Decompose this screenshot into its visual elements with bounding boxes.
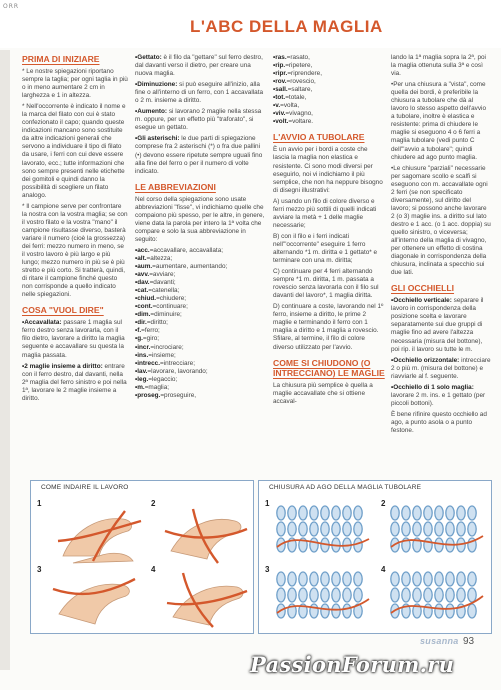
- paragraph: B) con il filo e i ferri indicati nell'"occorrente" eseguire 1 ferro alternando *1 m. diritta e 1 gettato* e terminare con una m. diritta;: [273, 232, 378, 265]
- abbreviation-meaning: =avviare;: [149, 271, 176, 279]
- paragraph: * Le nostre spiegazioni riportano sempre la taglia; per ogni taglia in più o in meno aumentare 2 cm in larghezza e 1 in altezza.: [22, 68, 128, 100]
- term: •2 maglie insieme a diritto:: [22, 362, 103, 370]
- stitch-loop: [288, 522, 296, 536]
- abbreviation-meaning: =riprendere,: [287, 70, 322, 78]
- step-number: 4: [381, 565, 386, 574]
- hand-illustration: [165, 509, 247, 563]
- abbreviation-meaning: =insieme;: [148, 351, 176, 359]
- abbreviation-item: [135, 279, 267, 287]
- stitch-loop: [299, 588, 307, 602]
- abbreviation-term: •intrecc.: [135, 359, 160, 367]
- term: •Aumento:: [135, 108, 168, 116]
- definition-text: lavorare 2 m. ins. e 1 gettato (per piccoli bottoni).: [391, 391, 486, 407]
- paragraph: D) continuare a coste, lavorando nel 1º ferro, insieme a diritto, le prime 2 maglie e terminando il ferro con 1 maglia a diritto e 1 maglia a rovescio. Sfilare, al termine, il filo di colore diverso utilizzato per l'avvio.: [273, 303, 384, 351]
- stitch-loop: [310, 506, 318, 520]
- stitch-loop: [435, 572, 443, 586]
- term: •Accavallata:: [22, 319, 62, 327]
- stitch-panel: [391, 506, 483, 552]
- stitch-loop: [321, 506, 329, 520]
- column-4: [391, 54, 491, 438]
- abbreviation-item: [135, 319, 267, 327]
- step-number: 3: [37, 565, 42, 574]
- term: •Diminuzione:: [135, 81, 178, 89]
- definition-text: si lavorano 2 maglie nella stessa m. oppure, per un effetto più "traforato", si esegue un gettato.: [135, 108, 262, 132]
- stitch-loop: [413, 572, 421, 586]
- definition-asterischi: [135, 135, 267, 175]
- stitch-loop: [310, 604, 318, 618]
- stitch-loop: [435, 522, 443, 536]
- abbreviation-meaning: =totale,: [285, 94, 307, 102]
- page-title: L'ABC DELLA MAGLIA: [190, 17, 383, 36]
- abbreviation-item: [273, 110, 385, 118]
- abbreviation-term: •ras.: [273, 54, 287, 61]
- definition-gettato: [135, 54, 267, 78]
- abbreviation-item: [135, 271, 267, 279]
- abbreviation-meaning: =volta,: [280, 102, 300, 110]
- paragraph: lando la 1ª maglia sopra la 2ª, poi la maglia ottenuta sulla 3ª e così via.: [391, 54, 486, 78]
- step-number: 2: [151, 499, 156, 508]
- step-number: 2: [381, 499, 386, 508]
- abbreviation-term: •aum.: [135, 263, 153, 271]
- stitch-loop: [288, 506, 296, 520]
- stitch-loop: [457, 572, 465, 586]
- stitch-loop: [413, 588, 421, 602]
- abbreviation-meaning: =accavallare, accavallata;: [149, 246, 224, 254]
- definition-text: separare il lavoro in corrispondenza della posizione scelta e lavorare separatamente sui due gruppi di maglie fino ad avere l'altezza necessaria (misura del bottone), poi rip. il lavoro su tutte le m.: [391, 297, 484, 353]
- abbreviation-term: •proseg.: [135, 391, 161, 399]
- stitch-loop: [457, 588, 465, 602]
- definition-occhiello-orizzontale: [391, 357, 491, 381]
- stitch-loop: [343, 522, 351, 536]
- stitch-loop: [402, 506, 410, 520]
- abbreviation-meaning: =aumentare, aumentando;: [152, 263, 228, 271]
- stitch-loop: [435, 506, 443, 520]
- abbreviation-meaning: =legaccio;: [148, 375, 178, 383]
- column-2: [135, 54, 267, 400]
- term: •Occhiello verticale:: [391, 297, 452, 305]
- column-3: [273, 54, 385, 409]
- stitch-loop: [446, 604, 454, 618]
- abbreviation-meaning: =ripetere,: [285, 62, 313, 70]
- abbreviation-item: [135, 376, 267, 384]
- stitch-loop: [402, 522, 410, 536]
- stitch-loop: [354, 522, 362, 536]
- abbreviation-item: [135, 327, 267, 335]
- term: •Occhiello orizzontale:: [391, 356, 460, 364]
- abbreviation-term: •v.: [273, 102, 281, 110]
- hand-illustration: [167, 573, 247, 627]
- paragraph: A) usando un filo di colore diverso e ferri mezzo più sottili di quelli indicati avviare la metà + 1 delle maglie necessarie;: [273, 197, 377, 229]
- diagram-title: COME INDAIRE IL LAVORO: [41, 484, 129, 491]
- paragraph: Nel corso della spiegazione sono usate abbreviazioni "fisse", vi indichiamo quelle che compaiono più spesso, per le altre, in genere, viene data la parola per intero la 1ª volta che compare e solo la sua abbreviazione in seguito:: [135, 195, 265, 243]
- stitch-loop: [446, 572, 454, 586]
- abbreviation-term: •tot.: [273, 94, 286, 102]
- abbreviation-term: •leg.: [135, 375, 149, 383]
- paragraph: La chiusura più semplice è quella a maglie accavallate che si ottiene accaval-: [273, 381, 373, 405]
- corner-mark: ORR: [3, 3, 20, 10]
- abbreviation-meaning: =incrociare;: [150, 343, 184, 351]
- stitch-loop: [343, 604, 351, 618]
- definition-text: le due parti di spiegazione comprese fra 2 asterischi (*) o fra due pallini (•) devono essere ripetute sempre uguali fino alla fine del ferro o per il numero di volte indicato.: [135, 135, 263, 175]
- step-number: 4: [151, 565, 156, 574]
- stitch-loop: [391, 588, 399, 602]
- abbreviation-term: •acc.: [135, 246, 150, 254]
- definition-text: si può eseguire all'inizio, alla fine o all'interno di un ferro, con 1 accavallata o 2 m. insieme a diritto.: [135, 81, 264, 105]
- heading-prima-di-iniziare: PRIMA DI INIZIARE: [22, 54, 100, 64]
- abbreviation-meaning: =diminuire;: [150, 311, 182, 319]
- abbreviation-meaning: =davanti;: [149, 279, 176, 287]
- definition-aumento: [135, 108, 267, 132]
- heading-abbreviazioni: LE ABBREVIAZIONI: [135, 181, 216, 192]
- step-number: 1: [37, 499, 42, 508]
- stitch-loop: [424, 522, 432, 536]
- diagram-box-tubular-closing: [258, 480, 492, 634]
- stitch-loop: [391, 522, 399, 536]
- abbreviation-item: [135, 263, 267, 271]
- definition-diminuzione: [135, 81, 267, 105]
- abbreviation-meaning: =vivagno,: [285, 110, 313, 118]
- abbreviation-item: [273, 86, 385, 94]
- stitch-loop: [310, 522, 318, 536]
- abbreviation-item: [135, 335, 267, 343]
- definition-text: entrare con il ferro destro, dal davanti, nella 2ª maglia del ferro sinistro e poi nella 1ª, lavorare le 2 maglie insieme a diritto.: [22, 362, 127, 402]
- abbreviation-term: •alt.: [135, 254, 147, 262]
- abbreviation-meaning: =saltare,: [287, 86, 313, 94]
- abbreviation-term: •viv.: [273, 110, 286, 118]
- stitch-loop: [354, 506, 362, 520]
- stitch-loop: [413, 506, 421, 520]
- heading-come-si-chiudono: COME SI CHIUDONO (O INTRECCIANO) LE MAGLIE: [273, 357, 385, 378]
- stitch-loop: [424, 588, 432, 602]
- abbreviation-item: [273, 102, 385, 110]
- abbreviation-term: •sall.: [273, 86, 288, 94]
- stitch-loop: [332, 604, 340, 618]
- paragraph: •Le chiusure "parziali" necessarie per sagomare scollo e scalfi si eseguono con m. accavallate ogni 2 ferri (se non specificato diversamente), sul diritto del lavoro; si possono anche lavorare 2 (o 3) maglie ins. a diritto sul lato destro e 1 acc. (o 1 acc. doppia) su quello sinistro, o viceversa; all'interno della maglia di vivagno, per ottenere un effetto di costina diagonale in corrispondenza della chiusura, inclinata a specchio sui due lati.: [391, 164, 491, 277]
- stitch-loop: [310, 588, 318, 602]
- abbreviation-term: •avv.: [135, 271, 150, 279]
- definition-text: è il filo da "gettare" sul ferro destro, dal davanti verso il dietro, per creare una nuova maglia.: [135, 54, 263, 78]
- diagrams: [30, 480, 490, 640]
- paragraph: È un avvio per i bordi a coste che lascia la maglia non elastica e resistente. Ci sono modi diversi per eseguirlo, noi vi indichiamo il più semplice, che non ha neppure bisogno di disegni illustrativi:: [273, 146, 383, 194]
- abbreviation-term: •ripr.: [273, 70, 288, 78]
- abbreviation-term: •ins.: [135, 351, 149, 359]
- stitch-loop: [468, 522, 476, 536]
- abbreviation-meaning: =rasato,: [286, 54, 310, 61]
- definition-2-maglie-insieme: [22, 363, 128, 403]
- term: •Gettato:: [135, 54, 162, 61]
- abbreviation-term: •volt.: [273, 118, 289, 126]
- stitch-loop: [332, 588, 340, 602]
- abbreviation-term: •g.: [135, 335, 143, 343]
- abbreviation-item: [135, 255, 267, 263]
- stitch-loop: [321, 522, 329, 536]
- abbreviation-item: [135, 368, 267, 376]
- abbreviation-term: •dir.: [135, 319, 147, 327]
- abbreviation-item: [135, 295, 267, 303]
- stitch-loop: [402, 588, 410, 602]
- stitch-loop: [468, 506, 476, 520]
- abbreviation-item: [273, 70, 385, 78]
- abbreviation-item: [135, 360, 267, 368]
- abbreviation-meaning: =proseguire,: [160, 391, 197, 399]
- stitch-loop: [457, 506, 465, 520]
- heading-occhielli: GLI OCCHIELLI: [391, 283, 455, 294]
- abbreviation-list: [273, 54, 385, 126]
- definition-accavallata: [22, 319, 128, 359]
- abbreviation-term: •rov.: [273, 78, 287, 86]
- abbreviation-meaning: =maglia;: [144, 383, 170, 391]
- abbreviation-item: [273, 94, 385, 102]
- abbreviation-meaning: =chiudere;: [156, 295, 187, 303]
- abbreviation-term: •lav.: [135, 367, 148, 375]
- abbreviation-item: [135, 303, 267, 311]
- abbreviation-term: •chiud.: [135, 295, 157, 303]
- abbreviation-list: [135, 247, 267, 400]
- stitch-loop: [321, 572, 329, 586]
- hand-illustration: [53, 579, 135, 624]
- abbreviation-term: •dim.: [135, 311, 151, 319]
- stitch-loop: [424, 572, 432, 586]
- abbreviation-item: [135, 384, 267, 392]
- abbreviation-item: [135, 311, 267, 319]
- stitch-loop: [277, 572, 285, 586]
- abbreviation-item: [273, 78, 385, 86]
- diagram-box-hands: [30, 480, 254, 634]
- definition-occhiello-verticale: [391, 297, 491, 353]
- abbreviation-item: [273, 62, 385, 70]
- abbreviation-term: •cat.: [135, 287, 149, 295]
- abbreviation-item: [135, 247, 267, 255]
- abbreviation-meaning: =continuare;: [152, 303, 188, 311]
- stitch-loop: [299, 522, 307, 536]
- stitch-loop: [468, 588, 476, 602]
- abbreviation-item: [135, 344, 267, 352]
- stitch-loop: [310, 538, 318, 552]
- abbreviation-meaning: =altezza;: [146, 254, 173, 262]
- abbreviation-meaning: =voltare.: [288, 118, 314, 126]
- abbreviation-meaning: =ferro;: [141, 327, 160, 335]
- step-number: 3: [265, 565, 270, 574]
- abbreviation-term: •rip.: [273, 62, 286, 70]
- stitch-loop: [446, 588, 454, 602]
- stitch-loop: [343, 572, 351, 586]
- abbreviation-meaning: =giro;: [142, 335, 160, 343]
- stitch-loop: [332, 506, 340, 520]
- stitch-loop: [468, 604, 476, 618]
- page-number: 93: [463, 636, 475, 647]
- stitch-panel: [277, 506, 369, 552]
- abbreviation-item: [135, 287, 267, 295]
- stitch-loop: [299, 572, 307, 586]
- stitch-loop: [424, 506, 432, 520]
- stitch-loop: [435, 604, 443, 618]
- stitch-loop: [413, 522, 421, 536]
- binding-gutter: [0, 50, 10, 670]
- abbreviation-item: [273, 118, 385, 126]
- magazine-brand: susanna: [420, 636, 459, 646]
- stitch-loop: [424, 538, 432, 552]
- definition-text: passare 1 maglia sul ferro destro senza lavorarla, con il filo dietro, lavorare a diritto la maglia seguente e accavallare su questa la maglia passata.: [22, 319, 125, 359]
- stitch-loop: [277, 522, 285, 536]
- stitch-loop: [321, 604, 329, 618]
- step-number: 1: [265, 499, 270, 508]
- abbreviation-term: •m.: [135, 383, 145, 391]
- paragraph: C) continuare per 4 ferri alternando sempre *1 m. diritta, 1 m. passata a rovescio senza lavorarla con il filo sul davanti del lavoro*, 1 maglia diritta.: [273, 268, 379, 300]
- stitch-loop: [446, 506, 454, 520]
- stitch-loop: [288, 588, 296, 602]
- abbreviation-meaning: =catenella;: [148, 287, 180, 295]
- abbreviation-item: [135, 352, 267, 360]
- stitch-panel: [277, 572, 369, 618]
- stitch-loop: [343, 588, 351, 602]
- abbreviation-meaning: =lavorare, lavorando;: [147, 367, 208, 375]
- stitch-loop: [277, 506, 285, 520]
- stitch-illustrations: [259, 481, 491, 633]
- abbreviation-meaning: =diritto;: [146, 319, 168, 327]
- term: •Gli asterischi:: [135, 135, 180, 143]
- stitch-loop: [457, 522, 465, 536]
- paragraph: •Per una chiusura a "vista", come quella dei bordi, è preferibile la chiusura a tubolare che dà al lavoro lo stesso aspetto dell'avvio a tubolare, inoltre è elastica e resistente: prima di chiudere le maglie si eseguono 4 o 6 ferri a maglia tubolare (vedi punto C dell'"avvio a tubolare"; quindi chiudere ad ago punto maglia.: [391, 81, 487, 161]
- abbreviation-term: •f.: [135, 327, 142, 335]
- heading-cosa-vuol-dire: COSA "VUOL DIRE": [22, 305, 104, 316]
- abbreviation-item: [135, 392, 267, 400]
- hand-illustrations: [31, 481, 253, 633]
- term: •Occhiello di 1 solo maglia:: [391, 383, 474, 391]
- stitch-loop: [354, 588, 362, 602]
- stitch-loop: [299, 506, 307, 520]
- abbreviation-term: •dav.: [135, 279, 150, 287]
- stitch-loop: [343, 506, 351, 520]
- stitch-loop: [446, 522, 454, 536]
- stitch-loop: [332, 572, 340, 586]
- stitch-loop: [321, 588, 329, 602]
- stitch-loop: [468, 572, 476, 586]
- abbreviation-term: •cont.: [135, 303, 153, 311]
- abbreviation-term: •incr.: [135, 343, 151, 351]
- stitch-loop: [277, 588, 285, 602]
- column-1: [22, 54, 128, 406]
- stitch-loop: [332, 522, 340, 536]
- stitch-loop: [391, 572, 399, 586]
- abbreviation-meaning: =intrecciare;: [159, 359, 195, 367]
- diagram-title: CHIUSURA AD AGO DELLA MAGLIA TUBOLARE: [269, 484, 422, 491]
- stitch-loop: [288, 572, 296, 586]
- definition-text: intrecciare 2 o più m. (misura del bottone) e riavviarle al f. seguente.: [391, 356, 491, 380]
- definition-occhiello-1-maglia: [391, 384, 491, 408]
- stitch-loop: [435, 588, 443, 602]
- abbreviation-item: [273, 54, 385, 62]
- paragraph: * Il campione serve per confrontare la nostra con la vostra maglia; se con il vostro filato e la vostra "mano" il campione risultasse diverso, basterà variare il numero (cioè la grossezza) dei ferri: mezzo numero in meno, se il vostro lavoro è più largo e più lungo; mezzo numero in più se è più stretto e più corto. Si tratterà, quindi, di ritare il campione finché questo non corrisponde a quello indicato nelle spiegazioni.: [22, 202, 128, 299]
- abbreviation-meaning: =rovescio,: [286, 78, 316, 86]
- hand-illustration: [58, 511, 141, 563]
- paragraph: * Nell'occorrente è indicato il nome e la marca del filato con cui è stato confezionato il capo; quando queste indicazioni mancano sono sostituite da altre indicazioni generali che servono a individuare il tipo di filato da usare, i ferri con cui deve essere lavorato, ecc.; tutte informazioni che sono sempre presenti nelle etichette dei gomitoli e quindi danno la possibilità di scegliere un filato analogo.: [22, 103, 126, 199]
- heading-avvio-tubolare: L'AVVIO A TUBOLARE: [273, 132, 365, 143]
- stitch-loop: [435, 538, 443, 552]
- paragraph: È bene rifinire questo occhiello ad ago, a punto asola o a punto festone.: [391, 410, 487, 434]
- stitch-loop: [391, 506, 399, 520]
- watermark: PassionForum.ru: [250, 652, 455, 677]
- stitch-panel: [391, 572, 483, 618]
- stitch-loop: [354, 572, 362, 586]
- stitch-loop: [310, 572, 318, 586]
- stitch-loop: [402, 572, 410, 586]
